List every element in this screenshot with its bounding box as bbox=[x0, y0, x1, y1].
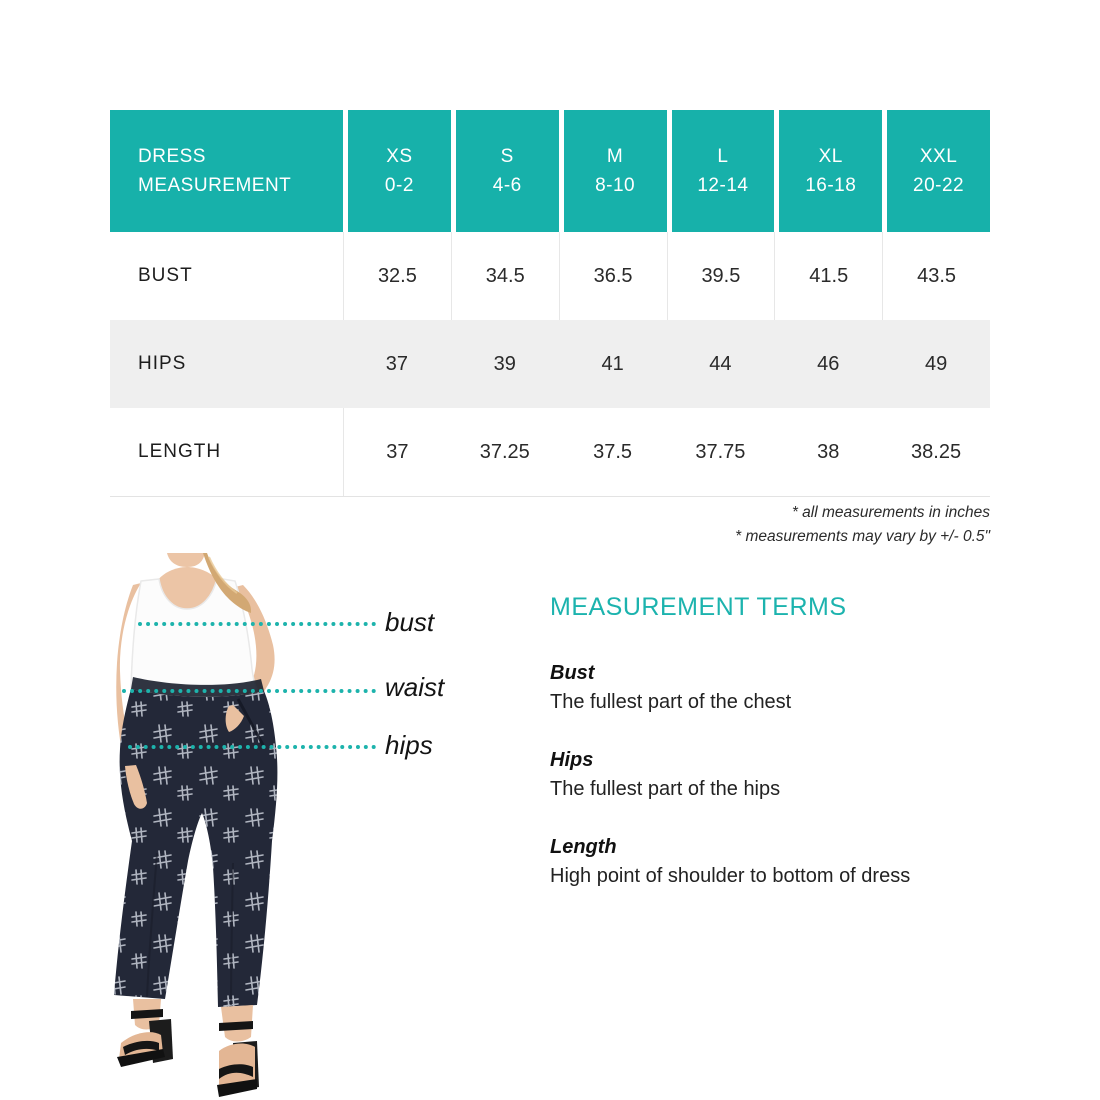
column-header-m bbox=[559, 110, 667, 232]
size-name: XXL bbox=[919, 146, 958, 167]
term-def-length: High point of shoulder to bottom of dress bbox=[550, 865, 911, 887]
term-name-bust: Bust bbox=[550, 662, 595, 684]
column-header-l bbox=[667, 110, 775, 232]
bust-m: 36.5 bbox=[559, 232, 667, 320]
size-name: L bbox=[717, 146, 729, 167]
hips-xxl: 49 bbox=[882, 320, 990, 408]
size-name: S bbox=[500, 146, 514, 167]
column-header-xl bbox=[774, 110, 882, 232]
column-header-xs bbox=[343, 110, 451, 232]
bust-s: 34.5 bbox=[451, 232, 559, 320]
size-name: XL bbox=[818, 146, 843, 167]
term-def-bust: The fullest part of the chest bbox=[550, 691, 792, 713]
row-label-bust: BUST bbox=[110, 232, 343, 320]
term-def-hips: The fullest part of the hips bbox=[550, 778, 781, 800]
footnote-units: * all measurements in inches bbox=[791, 504, 990, 521]
waist-measure-line bbox=[122, 689, 376, 693]
hips-xs: 37 bbox=[343, 320, 451, 408]
term-name-hips: Hips bbox=[550, 749, 594, 771]
length-m: 37.5 bbox=[559, 408, 667, 496]
terms-heading: MEASUREMENT TERMS bbox=[550, 593, 847, 621]
measurement-terms-section bbox=[550, 593, 1000, 920]
term-block-length bbox=[550, 833, 1000, 891]
row-label-length: LENGTH bbox=[110, 408, 343, 496]
length-xs: 37 bbox=[343, 408, 451, 496]
length-xxl: 38.25 bbox=[882, 408, 990, 496]
size-range: 0-2 bbox=[384, 175, 414, 196]
model-illustration bbox=[105, 553, 375, 1100]
header-label-line2: MEASUREMENT bbox=[138, 175, 292, 196]
header-label-line1: DRESS bbox=[138, 146, 206, 167]
size-table bbox=[110, 110, 990, 497]
bust-line-label: bust bbox=[385, 607, 435, 637]
hips-m: 41 bbox=[559, 320, 667, 408]
column-header-s bbox=[451, 110, 559, 232]
hips-measure-line bbox=[128, 745, 376, 749]
hips-xl: 46 bbox=[774, 320, 882, 408]
hips-s: 39 bbox=[451, 320, 559, 408]
bust-xl: 41.5 bbox=[774, 232, 882, 320]
size-range: 16-18 bbox=[805, 175, 857, 196]
column-header-xxl bbox=[882, 110, 990, 232]
footnote-variance: * measurements may vary by +/- 0.5" bbox=[735, 528, 990, 545]
size-name: XS bbox=[386, 146, 413, 167]
size-range: 12-14 bbox=[697, 175, 749, 196]
table-header-label bbox=[110, 110, 343, 232]
bust-l: 39.5 bbox=[667, 232, 775, 320]
term-block-hips bbox=[550, 746, 1000, 804]
size-range: 4-6 bbox=[492, 175, 522, 196]
length-xl: 38 bbox=[774, 408, 882, 496]
length-l: 37.75 bbox=[667, 408, 775, 496]
waist-line-label: waist bbox=[385, 672, 445, 702]
term-block-bust bbox=[550, 659, 1000, 717]
bust-xs: 32.5 bbox=[343, 232, 451, 320]
size-range: 20-22 bbox=[913, 175, 965, 196]
hips-line-label: hips bbox=[385, 730, 433, 760]
bust-measure-line bbox=[138, 622, 376, 626]
model-photo bbox=[105, 553, 375, 1100]
size-range: 8-10 bbox=[595, 175, 636, 196]
term-name-length: Length bbox=[550, 836, 617, 858]
row-label-hips: HIPS bbox=[110, 320, 343, 408]
size-name: M bbox=[606, 146, 624, 167]
bust-xxl: 43.5 bbox=[882, 232, 990, 320]
hips-l: 44 bbox=[667, 320, 775, 408]
footnotes bbox=[110, 501, 990, 549]
length-s: 37.25 bbox=[451, 408, 559, 496]
